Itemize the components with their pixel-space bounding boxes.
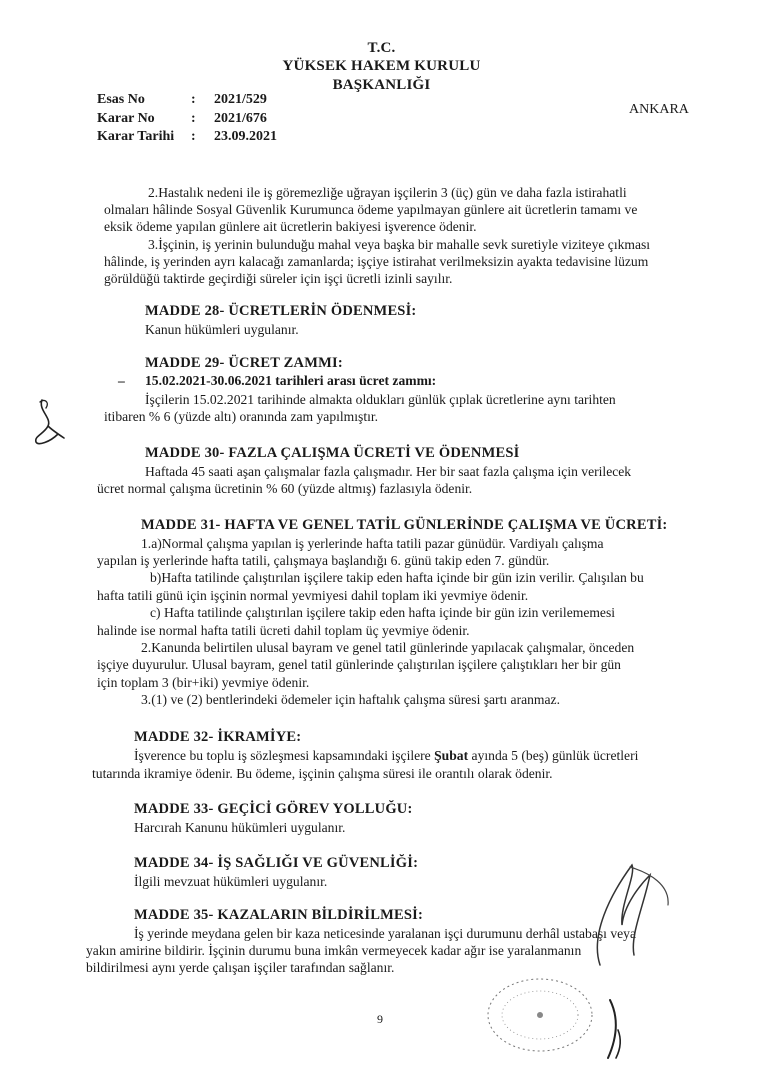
m32-line: İşverence bu toplu iş sözleşmesi kapsamındaki işçilere Şubat ayında 5 (beş) günlük ücretleri (134, 748, 639, 763)
m32-heading: MADDE 32- İKRAMİYE: (134, 729, 302, 745)
m31-line: halinde ise normal hafta tatili ücreti dahil toplam üç yevmiye ödenir. (97, 623, 470, 638)
meta-tarih-label: Karar Tarihi (97, 129, 175, 144)
meta-karar-value: 2021/676 (214, 111, 267, 126)
header-city: ANKARA (629, 102, 689, 117)
m35-line: yakın amirine bildirir. İşçinin durumu buna imkân vermeyecek kadar ağır ise yaralanmanın (86, 943, 582, 958)
m33-line: Harcırah Kanunu hükümleri uygulanır. (134, 820, 346, 835)
meta-esas-value: 2021/529 (214, 92, 267, 107)
intro-line: eksik ödeme yapılan günlere ait ücretlerin bakiyesi işverence ödenir. (104, 219, 477, 234)
intro-line: görüldüğü taktirde geçirdiği süreler için işçi ücretli izinli sayılır. (104, 271, 453, 286)
intro-line: olmaları hâlinde Sosyal Güvenlik Kurumunca ödeme yapılmayan günlere ait ücretlerin tamamı ve (104, 202, 638, 217)
meta-esas-label: Esas No (97, 92, 145, 107)
m32-line: tutarında ikramiye ödenir. Bu ödeme, işçinin çalışma süresi ile orantılı olarak ödenir. (92, 766, 553, 781)
m29-line: İşçilerin 15.02.2021 tarihinde almakta oldukları günlük çıplak ücretlerine aynı tarihten (145, 392, 616, 407)
m33-heading: MADDE 33- GEÇİCİ GÖREV YOLLUĞU: (134, 801, 413, 817)
stamp-seal (470, 960, 640, 1060)
header-tc: T.C. (367, 40, 396, 56)
intro-line: 2.Hastalık nedeni ile iş göremezliğe uğrayan işçilerin 3 (üç) gün ve daha fazla istirahatli (148, 185, 627, 200)
meta-karar-label: Karar No (97, 111, 155, 126)
m31-heading: MADDE 31- HAFTA VE GENEL TATİL GÜNLERİNDE ÇALIŞMA VE ÜCRETİ: (141, 517, 668, 533)
header-presidency: BAŞKANLIĞI (332, 77, 431, 93)
m31-line: 3.(1) ve (2) bentlerindeki ödemeler için haftalık çalışma süresi şartı aranmaz. (141, 692, 560, 707)
m31-line: 1.a)Normal çalışma yapılan iş yerlerinde hafta tatili pazar günüdür. Vardiyalı çalışma (141, 536, 604, 551)
m31-line: işçiye duyurulur. Ulusal bayram, genel tatil günlerinde çalıştırılan işçilere çalıştıkları her bir gün (97, 657, 621, 672)
m31-line: b)Hafta tatilinde çalıştırılan işçilere takip eden hafta içinde bir gün izin verilir. Çalışılan bu (150, 570, 644, 585)
m31-line: yapılan iş yerlerinde hafta tatili, çalışmaya başlandığı 6. günü takip eden 7. gündür. (97, 553, 550, 568)
m31-line: hafta tatili günü için işçinin normal yevmiyesi dahil toplam iki yevmiye ödenir. (97, 588, 529, 603)
m29-dash: – (118, 373, 125, 388)
signature-mark (560, 855, 690, 975)
m31-line: için toplam 3 (bir+iki) yevmiye ödenir. (97, 675, 310, 690)
intro-line: hâlinde, iş yerinden ayrı kalacağı zamanlarda; işçiye istirahat verilmeksizin ayakta tedavisine lüzum (104, 254, 649, 269)
m28-line: Kanun hükümleri uygulanır. (145, 322, 299, 337)
m30-heading: MADDE 30- FAZLA ÇALIŞMA ÜCRETİ VE ÖDENMESİ (145, 445, 520, 461)
m28-heading: MADDE 28- ÜCRETLERİN ÖDENMESİ: (145, 303, 417, 319)
m30-line: ücret normal çalışma ücretinin % 60 (yüzde altmış) fazlasıyla ödenir. (97, 481, 473, 496)
header-institution: YÜKSEK HAKEM KURULU (282, 58, 481, 74)
m31-line: c) Hafta tatilinde çalıştırılan işçilere takip eden hafta içinde bir gün izin verilememesi (150, 605, 616, 620)
meta-esas-sep: : (191, 92, 196, 107)
meta-tarih-value: 23.09.2021 (214, 129, 277, 144)
m34-line: İlgili mevzuat hükümleri uygulanır. (134, 874, 328, 889)
intro-line: 3.İşçinin, iş yerinin bulunduğu mahal veya başka bir mahalle sevk suretiyle viziteye çıkması (148, 237, 651, 252)
handwritten-initial (28, 396, 68, 448)
m35-line: bildirilmesi aynı yerde çalışan işçiler tarafından sağlanır. (86, 960, 395, 975)
m29-line: itibaren % 6 (yüzde altı) oranında zam yapılmıştır. (104, 409, 379, 424)
m29-subheading: 15.02.2021-30.06.2021 tarihleri arası ücret zammı: (145, 373, 437, 388)
m35-heading: MADDE 35- KAZALARIN BİLDİRİLMESİ: (134, 907, 423, 923)
m35-line: İş yerinde meydana gelen bir kaza neticesinde yaralanan işçi durumunu derhâl ustabaşı veya (134, 926, 637, 941)
m31-line: 2.Kanunda belirtilen ulusal bayram ve genel tatil günlerinde yapılacak çalışmalar, önceden (141, 640, 635, 655)
m29-heading: MADDE 29- ÜCRET ZAMMI: (145, 355, 343, 371)
meta-tarih-sep: : (191, 129, 196, 144)
m30-line: Haftada 45 saati aşan çalışmalar fazla çalışmadır. Her bir saat fazla çalışma için verilecek (145, 464, 632, 479)
meta-karar-sep: : (191, 111, 196, 126)
m34-heading: MADDE 34- İŞ SAĞLIĞI VE GÜVENLİĞİ: (134, 855, 419, 871)
page-number: 9 (377, 1012, 383, 1026)
